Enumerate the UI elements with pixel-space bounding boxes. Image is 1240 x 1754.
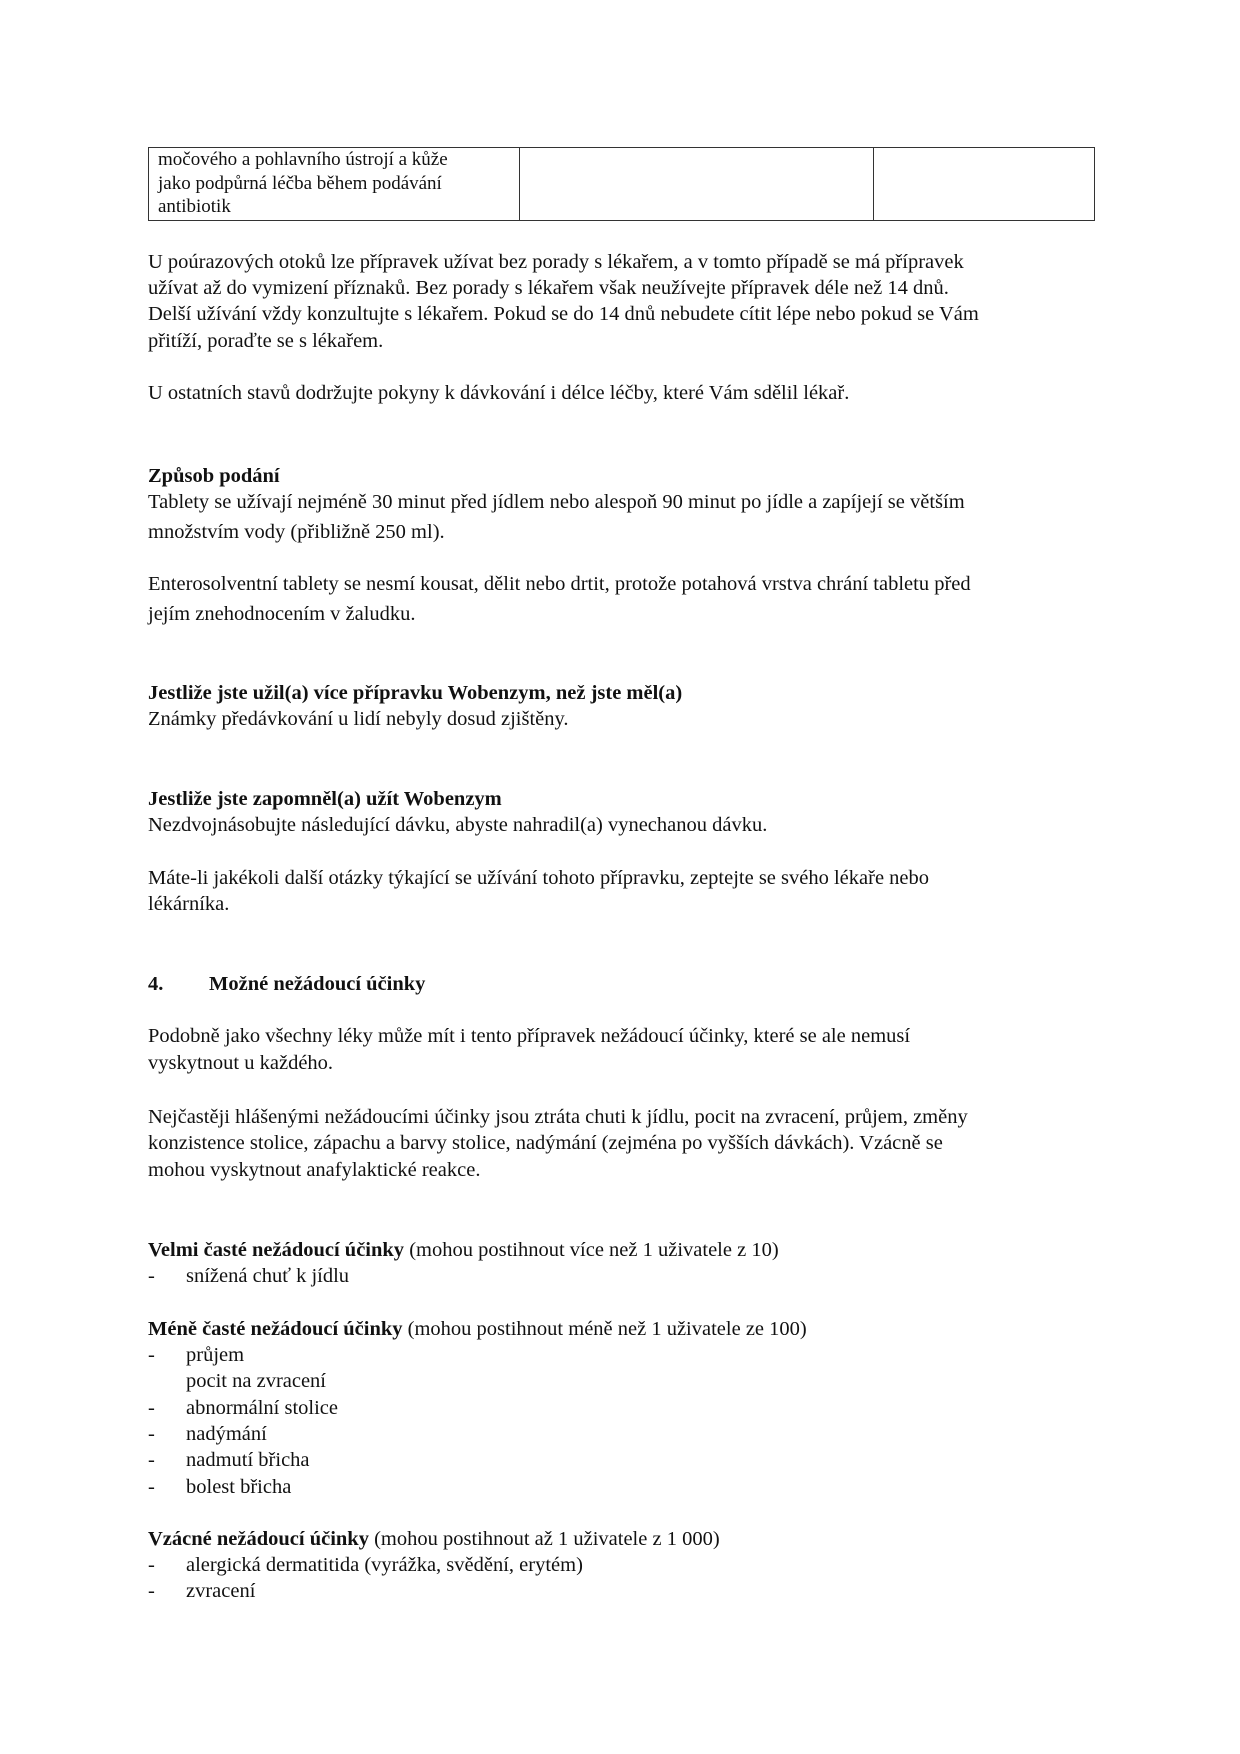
list-bullet: - — [148, 1265, 155, 1287]
list-bullet: - — [148, 1476, 155, 1498]
list-bullet: - — [148, 1397, 155, 1419]
indications-table — [148, 147, 1095, 221]
paragraph-line: Tablety se užívají nejméně 30 minut před jídlem nebo alespoň 90 minut po jídle a zapíjejí se větším — [148, 491, 965, 513]
frequency-heading-rare — [148, 1526, 720, 1553]
paragraph-line: jejím znehodnocením v žaludku. — [148, 603, 416, 625]
frequency-label: Vzácné nežádoucí účinky — [148, 1528, 369, 1550]
list-item: nadmutí břicha — [186, 1449, 310, 1471]
paragraph-line: užívat až do vymizení příznaků. Bez porady s lékařem však neužívejte přípravek déle než 14 dnů. — [148, 277, 949, 299]
paragraph-line: vyskytnout u každého. — [148, 1052, 334, 1074]
paragraph-line: Delší užívání vždy konzultujte s lékařem. Pokud se do 14 dnů nebudete cítit lépe nebo pokud se Vám — [148, 303, 979, 325]
paragraph-line: přitíží, poraďte se s lékařem. — [148, 330, 384, 352]
table-cell-line: jako podpůrná léčba během podávání — [158, 172, 442, 194]
heading-administration: Způsob podání — [148, 465, 280, 487]
frequency-description: (mohou postihnout méně než 1 uživatele ze 100) — [402, 1318, 807, 1340]
paragraph-line: Podobně jako všechny léky může mít i tento přípravek nežádoucí účinky, které se ale nemusí — [148, 1025, 911, 1047]
section-title: Možné nežádoucí účinky — [209, 973, 426, 995]
list-bullet: - — [148, 1423, 155, 1445]
list-bullet: - — [148, 1344, 155, 1366]
frequency-heading-uncommon — [148, 1316, 807, 1343]
table-row — [149, 148, 1095, 221]
list-item: bolest břicha — [186, 1476, 292, 1498]
paragraph-line: Enterosolventní tablety se nesmí kousat, dělit nebo drtit, protože potahová vrstva chrání tabletu před — [148, 573, 971, 595]
list-bullet: - — [148, 1449, 155, 1471]
paragraph-line: množstvím vody (přibližně 250 ml). — [148, 521, 445, 543]
paragraph-overdose: Známky předávkování u lidí nebyly dosud zjištěny. — [148, 708, 569, 730]
paragraph-missed-dose: Nezdvojnásobujte následující dávku, abyste nahradil(a) vynechanou dávku. — [148, 814, 768, 836]
section-number: 4. — [148, 973, 164, 995]
frequency-description: (mohou postihnout více než 1 uživatele z 10) — [404, 1239, 779, 1261]
table-cell-line: antibiotik — [158, 196, 231, 217]
frequency-heading-very-common — [148, 1237, 779, 1264]
table-cell-line: močového a pohlavního ústrojí a kůže — [158, 149, 448, 170]
heading-missed-dose: Jestliže jste zapomněl(a) užít Wobenzym — [148, 788, 502, 810]
list-item: nadýmání — [186, 1423, 267, 1445]
frequency-label: Velmi časté nežádoucí účinky — [148, 1239, 405, 1261]
list-item: alergická dermatitida (vyrážka, svědění, erytém) — [186, 1554, 583, 1576]
list-bullet: - — [148, 1554, 155, 1576]
paragraph-line: konzistence stolice, zápachu a barvy stolice, nadýmání (zejména po vyšších dávkách). Vzácně se — [148, 1132, 943, 1154]
table-cell-empty — [520, 148, 874, 221]
paragraph-line: mohou vyskytnout anafylaktické reakce. — [148, 1159, 481, 1181]
table-cell-indication — [149, 148, 520, 221]
list-bullet: - — [148, 1580, 155, 1602]
list-item: průjem — [186, 1344, 245, 1366]
heading-overdose: Jestliže jste užil(a) více přípravku Wobenzym, než jste měl(a) — [148, 682, 683, 704]
paragraph-line: U poúrazových otoků lze přípravek užívat bez porady s lékařem, a v tomto případě se má přípravek — [148, 251, 964, 273]
list-item: abnormální stolice — [186, 1397, 338, 1419]
list-item: zvracení — [186, 1580, 256, 1602]
frequency-label: Méně časté nežádoucí účinky — [148, 1318, 403, 1340]
paragraph-line: Nejčastěji hlášenými nežádoucími účinky jsou ztráta chuti k jídlu, pocit na zvracení, průjem, změny — [148, 1106, 968, 1128]
table-cell-empty — [874, 148, 1095, 221]
list-item: snížená chuť k jídlu — [186, 1265, 350, 1287]
paragraph-other-conditions: U ostatních stavů dodržujte pokyny k dávkování i délce léčby, které Vám sdělil lékař. — [148, 382, 850, 404]
paragraph-line: Máte-li jakékoli další otázky týkající se užívání tohoto přípravku, zeptejte se svého lékaře nebo — [148, 867, 930, 889]
paragraph-line: lékárníka. — [148, 893, 230, 915]
frequency-description: (mohou postihnout až 1 uživatele z 1 000) — [368, 1528, 720, 1550]
list-item: pocit na zvracení — [186, 1370, 327, 1392]
